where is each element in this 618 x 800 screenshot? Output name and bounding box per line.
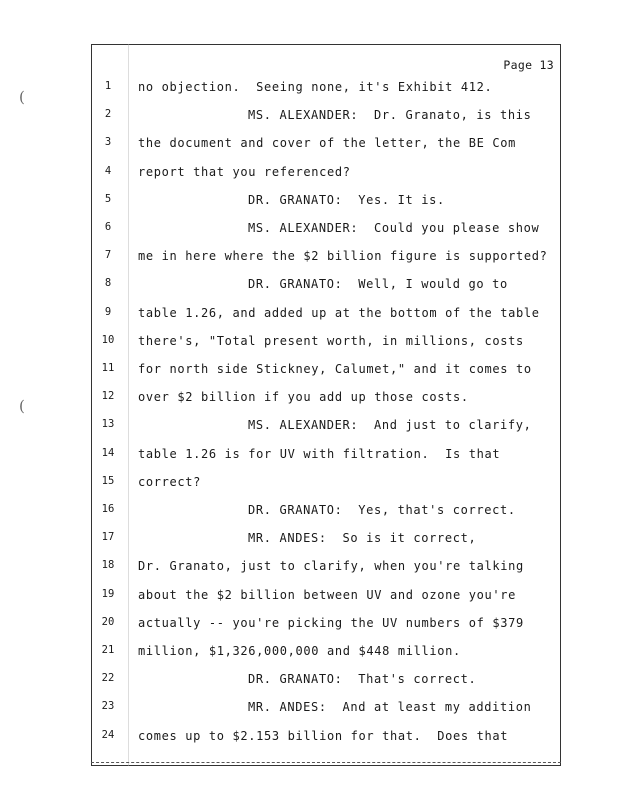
transcript-line bbox=[0, 418, 618, 438]
line-text: DR. GRANATO: That's correct. bbox=[248, 672, 477, 687]
line-number: 18 bbox=[101, 559, 115, 572]
transcript-line bbox=[0, 165, 618, 185]
line-text: Dr. Granato, just to clarify, when you're talking bbox=[138, 559, 524, 574]
line-text: MS. ALEXANDER: And just to clarify, bbox=[248, 418, 532, 433]
line-number: 9 bbox=[104, 305, 112, 318]
line-number: 3 bbox=[104, 136, 112, 149]
transcript-line bbox=[0, 588, 618, 608]
line-text: DR. GRANATO: Well, I would go to bbox=[248, 277, 508, 292]
line-number: 23 bbox=[101, 700, 115, 713]
transcript-line bbox=[0, 475, 618, 495]
line-text: MR. ANDES: So is it correct, bbox=[248, 531, 477, 546]
line-text: no objection. Seeing none, it's Exhibit 412. bbox=[138, 80, 493, 94]
line-number: 10 bbox=[101, 333, 115, 346]
transcript-line bbox=[0, 700, 618, 720]
line-text: MS. ALEXANDER: Dr. Granato, is this bbox=[248, 108, 532, 123]
transcript-line bbox=[0, 616, 618, 636]
line-number: 20 bbox=[101, 615, 115, 628]
transcript-line bbox=[0, 136, 618, 156]
transcript-line bbox=[0, 531, 618, 551]
transcript-line bbox=[0, 334, 618, 354]
transcript-line bbox=[0, 306, 618, 326]
line-text: the document and cover of the letter, the BE Com bbox=[138, 136, 516, 151]
line-number: 6 bbox=[104, 221, 112, 233]
punch-hole-mark: ( bbox=[19, 397, 25, 415]
transcript-line bbox=[0, 672, 618, 692]
transcript-line bbox=[0, 729, 618, 749]
line-number: 1 bbox=[104, 80, 112, 92]
line-number: 21 bbox=[101, 644, 115, 656]
line-number: 2 bbox=[104, 108, 112, 121]
transcript-line bbox=[0, 503, 618, 523]
line-text: actually -- you're picking the UV numbers of $379 bbox=[138, 615, 524, 630]
transcript-line bbox=[0, 390, 618, 410]
line-text: MS. ALEXANDER: Could you please show bbox=[248, 221, 540, 235]
line-text: report that you referenced? bbox=[138, 164, 351, 179]
line-text: DR. GRANATO: Yes, that's correct. bbox=[248, 503, 516, 517]
line-text: correct? bbox=[138, 474, 201, 489]
line-number: 19 bbox=[101, 587, 115, 600]
transcript-line bbox=[0, 249, 618, 269]
line-number: 5 bbox=[104, 192, 112, 205]
line-number: 13 bbox=[101, 418, 115, 431]
transcript-line bbox=[0, 559, 618, 579]
transcript-line bbox=[0, 108, 618, 128]
line-number: 15 bbox=[101, 474, 115, 487]
line-text: there's, "Total present worth, in millions, costs bbox=[138, 333, 524, 348]
transcript-line bbox=[0, 277, 618, 297]
line-number: 16 bbox=[101, 503, 115, 515]
line-text: DR. GRANATO: Yes. It is. bbox=[248, 192, 445, 207]
line-number: 14 bbox=[101, 446, 115, 459]
transcript-line bbox=[0, 80, 618, 100]
line-number: 11 bbox=[101, 362, 115, 374]
line-number: 8 bbox=[104, 277, 112, 290]
line-text: table 1.26 is for UV with filtration. Is that bbox=[138, 446, 501, 461]
line-text: for north side Stickney, Calumet," and it comes to bbox=[138, 362, 532, 376]
punch-hole-mark: ( bbox=[19, 88, 25, 106]
page-bottom-rule bbox=[91, 762, 561, 763]
line-number: 12 bbox=[101, 390, 115, 403]
line-text: about the $2 billion between UV and ozone you're bbox=[138, 587, 516, 602]
line-text: MR. ANDES: And at least my addition bbox=[248, 700, 532, 715]
page-number: Page 13 bbox=[503, 58, 554, 72]
line-text: table 1.26, and added up at the bottom of the table bbox=[138, 305, 540, 320]
line-text: me in here where the $2 billion figure is supported? bbox=[138, 249, 548, 264]
transcript-line bbox=[0, 362, 618, 382]
transcript-line bbox=[0, 447, 618, 467]
line-number: 4 bbox=[104, 164, 112, 177]
line-number: 24 bbox=[101, 728, 115, 741]
transcript-line bbox=[0, 221, 618, 241]
line-number: 7 bbox=[104, 249, 112, 262]
transcript-line bbox=[0, 193, 618, 213]
transcript-line bbox=[0, 644, 618, 664]
line-number: 17 bbox=[101, 531, 115, 544]
line-text: comes up to $2.153 billion for that. Does that bbox=[138, 728, 509, 743]
line-number: 22 bbox=[101, 672, 115, 685]
line-text: million, $1,326,000,000 and $448 million. bbox=[138, 644, 461, 658]
line-text: over $2 billion if you add up those costs. bbox=[138, 390, 469, 405]
